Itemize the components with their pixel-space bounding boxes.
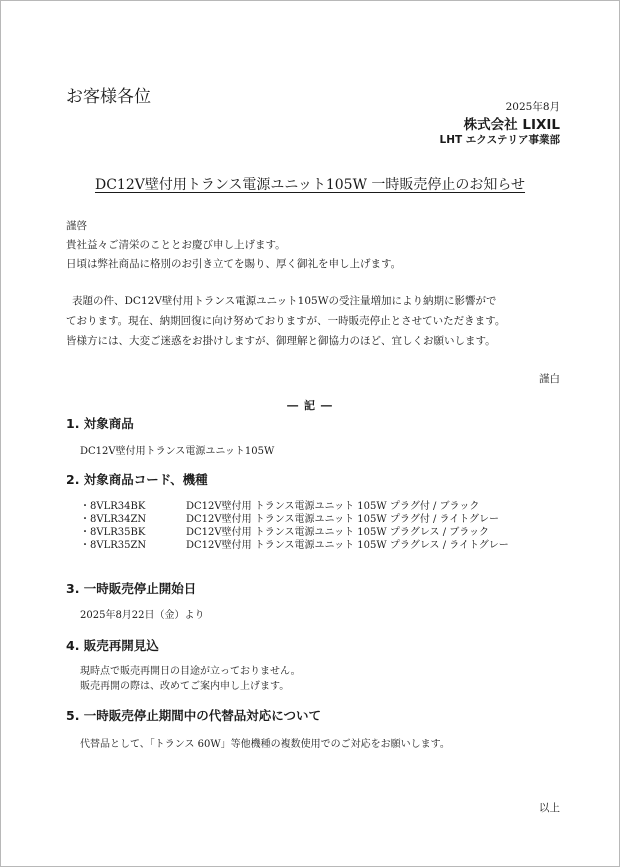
product-description: DC12V壁付用 トランス電源ユニット 105W プラグ付 / ブラック bbox=[186, 501, 480, 512]
section-heading-resume: 4. 販売再開見込 bbox=[66, 638, 159, 653]
salutation: お客様各位 bbox=[66, 87, 151, 107]
product-description: DC12V壁付用 トランス電源ユニット 105W プラグレス / ブラック bbox=[186, 527, 490, 538]
product-description: DC12V壁付用 トランス電源ユニット 105W プラグレス / ライトグレー bbox=[186, 540, 509, 551]
greeting-line: 日頃は弊社商品に格別のお引き立てを賜り、厚く御礼を申し上げます。 bbox=[66, 258, 402, 270]
product-code: ・8VLR34BK bbox=[80, 501, 146, 512]
product-code: ・8VLR34ZN bbox=[80, 514, 147, 525]
body-line: 皆様方には、大変ご迷惑をお掛けしますが、御理解と御協力のほど、宜しくお願いします。 bbox=[66, 335, 496, 347]
end-mark: 以上 bbox=[539, 802, 560, 814]
ki-marker: ― 記 ― bbox=[287, 399, 333, 412]
closing-phrase: 謹白 bbox=[539, 373, 560, 385]
alternative-text: 代替品として、「トランス 60W」等他機種の複数使用でのご対応をお願いします。 bbox=[80, 739, 450, 750]
body-line: 表題の件、DC12V壁付用トランス電源ユニット105Wの受注量増加により納期に影響がで bbox=[72, 295, 497, 307]
section-heading-codes: 2. 対象商品コード、機種 bbox=[66, 472, 208, 487]
section-heading-stop-date: 3. 一時販売停止開始日 bbox=[66, 581, 197, 596]
resume-line: 販売再開の際は、改めてご案内申し上げます。 bbox=[80, 681, 290, 692]
section-heading-product: 1. 対象商品 bbox=[66, 416, 134, 431]
greeting-line: 貴社益々ご清栄のこととお慶び申し上げます。 bbox=[66, 239, 286, 251]
section-heading-alternative: 5. 一時販売停止期間中の代替品対応について bbox=[66, 708, 322, 723]
department: LHT エクステリア事業部 bbox=[439, 134, 560, 146]
document-title bbox=[0, 174, 620, 194]
opening-phrase: 謹啓 bbox=[66, 220, 87, 232]
product-code: ・8VLR35ZN bbox=[80, 540, 147, 551]
product-name: DC12V壁付用トランス電源ユニット105W bbox=[80, 446, 275, 457]
date: 2025年8月 bbox=[505, 101, 560, 113]
stop-date: 2025年8月22日（金）より bbox=[80, 610, 205, 621]
company-name: 株式会社 LIXIL bbox=[463, 117, 560, 133]
product-description: DC12V壁付用 トランス電源ユニット 105W プラグ付 / ライトグレー bbox=[186, 514, 500, 525]
product-code: ・8VLR35BK bbox=[80, 527, 146, 538]
resume-line: 現時点で販売再開日の目途が立っておりません。 bbox=[80, 666, 301, 677]
document-title-text: DC12V壁付用トランス電源ユニット105W 一時販売停止のお知らせ bbox=[94, 177, 526, 193]
body-line: ております。現在、納期回復に向け努めておりますが、一時販売停止とさせていただきます。 bbox=[66, 315, 506, 327]
